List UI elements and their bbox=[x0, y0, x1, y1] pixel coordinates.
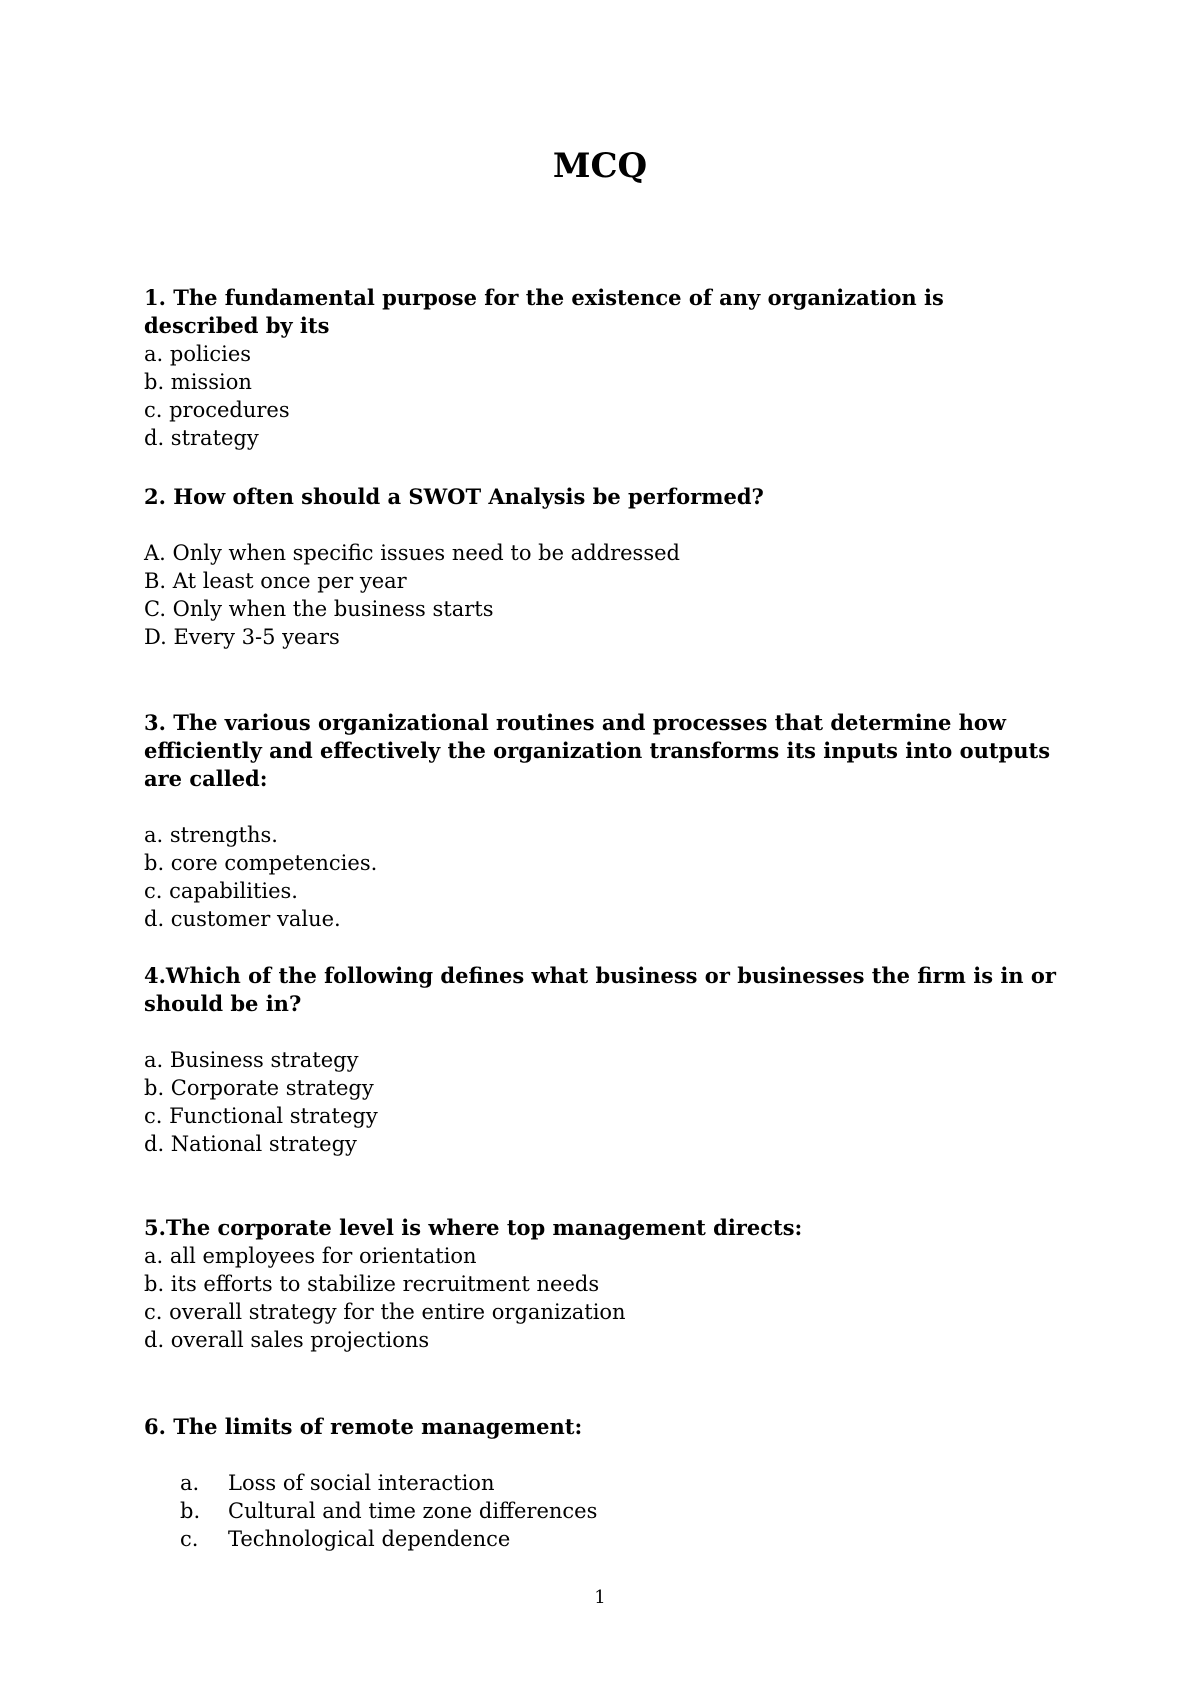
option-list bbox=[144, 821, 1064, 933]
option-list bbox=[144, 1046, 1064, 1158]
option: b. core competencies. bbox=[144, 851, 378, 875]
option-text: Technological dependence bbox=[228, 1527, 511, 1551]
option: c. capabilities. bbox=[144, 879, 298, 903]
option: d. customer value. bbox=[144, 907, 341, 931]
option: c. Functional strategy bbox=[144, 1104, 378, 1128]
option: b. its efforts to stabilize recruitment needs bbox=[144, 1272, 600, 1296]
option-text: Cultural and time zone differences bbox=[228, 1499, 598, 1523]
option: a. Business strategy bbox=[144, 1048, 359, 1072]
option-letter: b. bbox=[180, 1499, 201, 1523]
question-2 bbox=[144, 483, 1064, 651]
option: A. Only when specific issues need to be addressed bbox=[144, 541, 680, 565]
option: B. At least once per year bbox=[144, 569, 407, 593]
option bbox=[144, 1469, 1064, 1497]
option-list bbox=[144, 1242, 1064, 1354]
option: b. mission bbox=[144, 370, 252, 394]
option-list bbox=[144, 1469, 1064, 1553]
question-text: 1. The fundamental purpose for the existence of any organization is described by its bbox=[144, 285, 944, 338]
question-1 bbox=[144, 284, 1064, 452]
page-title: MCQ bbox=[552, 146, 648, 186]
option: C. Only when the business starts bbox=[144, 597, 494, 621]
question-3 bbox=[144, 709, 1064, 933]
option: a. all employees for orientation bbox=[144, 1244, 477, 1268]
option: d. National strategy bbox=[144, 1132, 357, 1156]
option: b. Corporate strategy bbox=[144, 1076, 374, 1100]
option: c. overall strategy for the entire organization bbox=[144, 1300, 626, 1324]
option: a. strengths. bbox=[144, 823, 278, 847]
option-list bbox=[144, 340, 1064, 452]
question-6 bbox=[144, 1413, 1064, 1553]
option bbox=[144, 1525, 1064, 1553]
option bbox=[144, 1497, 1064, 1525]
option: c. procedures bbox=[144, 398, 290, 422]
question-5 bbox=[144, 1214, 1064, 1354]
option: d. overall sales projections bbox=[144, 1328, 430, 1352]
option-text: Loss of social interaction bbox=[228, 1471, 495, 1495]
question-text: 5.The corporate level is where top management directs: bbox=[144, 1215, 803, 1240]
option: d. strategy bbox=[144, 426, 259, 450]
option: a. policies bbox=[144, 342, 252, 366]
page-number: 1 bbox=[594, 1587, 606, 1608]
option: D. Every 3-5 years bbox=[144, 625, 340, 649]
option-letter: c. bbox=[180, 1527, 199, 1551]
question-text: 6. The limits of remote management: bbox=[144, 1414, 583, 1439]
question-text: 2. How often should a SWOT Analysis be performed? bbox=[144, 484, 764, 509]
question-4 bbox=[144, 962, 1064, 1158]
question-text: 3. The various organizational routines and processes that determine how efficiently and effectively the organization transforms its inputs into outputs are called: bbox=[144, 710, 1051, 791]
option-letter: a. bbox=[180, 1471, 200, 1495]
question-text: 4.Which of the following defines what business or businesses the firm is in or should be in? bbox=[144, 963, 1056, 1016]
option-list bbox=[144, 539, 1064, 651]
